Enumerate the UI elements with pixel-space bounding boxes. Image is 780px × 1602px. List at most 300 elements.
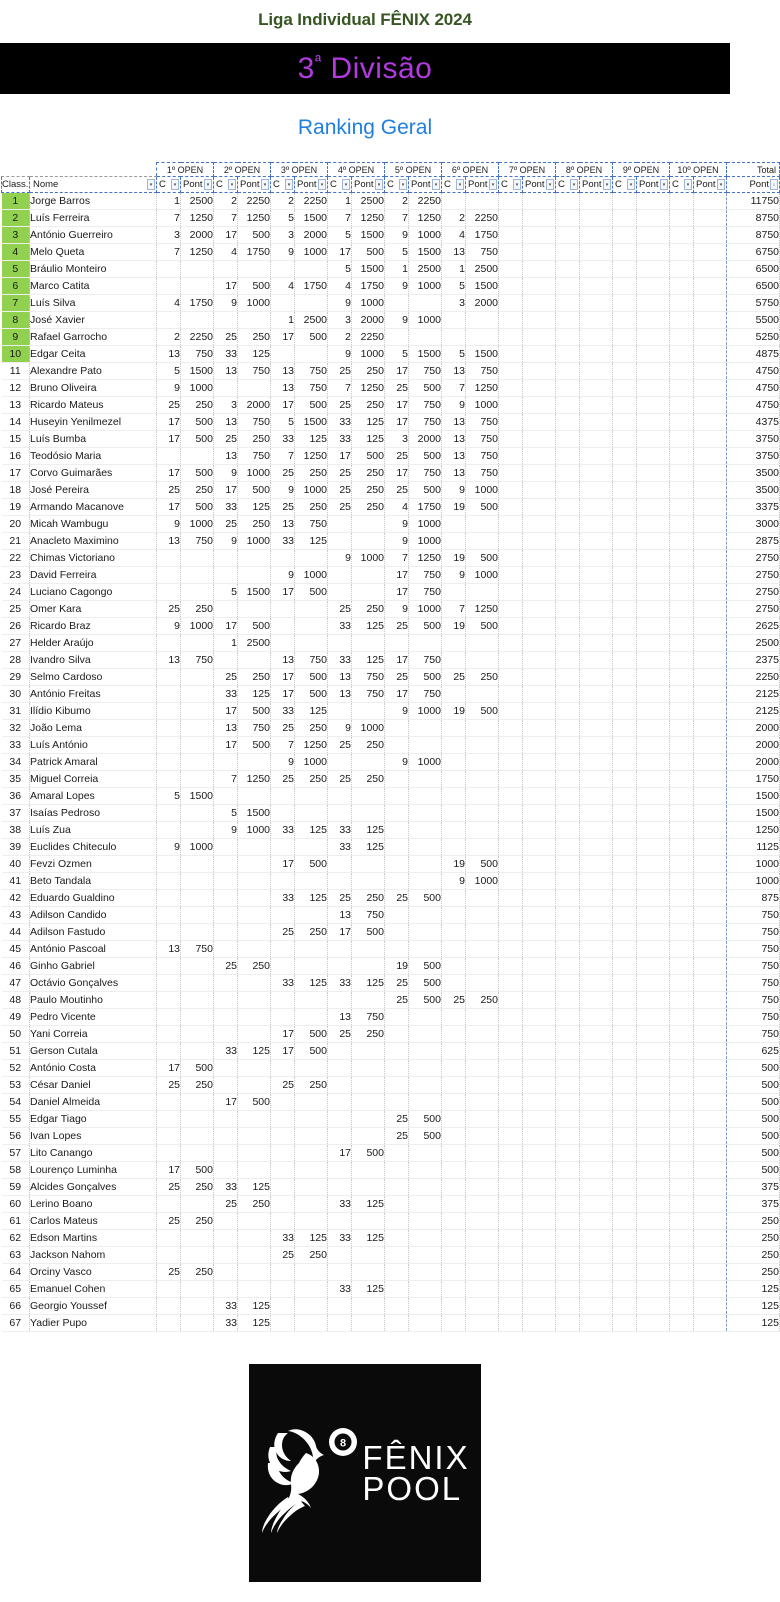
header-open7-pos[interactable] [499,177,523,193]
cell-rank: 15 [2,431,30,448]
cell-open7-pos [499,465,523,482]
cell-open5-pos: 25 [385,669,409,686]
header-open1-pos[interactable] [157,177,181,193]
cell-total-points: 250 [727,1247,780,1264]
cell-open9-pos [613,1043,637,1060]
cell-player-name: Jorge Barros [30,193,157,210]
cell-player-name: Lerino Boano [30,1196,157,1213]
cell-open1-points [181,1196,214,1213]
cell-open2-points: 125 [238,1298,271,1315]
cell-open7-points [523,567,556,584]
cell-open9-pos [613,227,637,244]
cell-open3-pos: 9 [271,482,295,499]
cell-open6-points: 250 [466,992,499,1009]
cell-open1-pos: 25 [157,1264,181,1281]
cell-open7-points [523,380,556,397]
cell-open9-pos [613,856,637,873]
cell-open2-points [238,261,271,278]
cell-total-points: 2875 [727,533,780,550]
header-open7-points-filter-button[interactable]: ▾ [546,179,554,190]
cell-open4-pos: 5 [328,261,352,278]
cell-open10-points [694,380,727,397]
cell-open5-points [409,1264,442,1281]
cell-open9-points [637,618,670,635]
header-open7-points[interactable] [523,177,556,193]
header-open1-points-label: Pont [183,178,203,190]
cell-open5-points: 750 [409,414,442,431]
cell-open10-points [694,992,727,1009]
cell-open2-pos [214,1230,238,1247]
header-open8-pos[interactable] [556,177,580,193]
cell-open10-pos [670,329,694,346]
cell-open9-points [637,533,670,550]
cell-open3-pos: 25 [271,771,295,788]
cell-open1-pos: 2 [157,329,181,346]
cell-open9-pos [613,890,637,907]
cell-open5-pos [385,805,409,822]
header-open5-points-label: Pont [411,178,431,190]
table-row [2,567,780,584]
header-open9-pos-filter-button[interactable]: ▾ [627,179,635,190]
cell-open8-points [580,975,613,992]
table-row [2,686,780,703]
cell-open2-pos [214,1009,238,1026]
ranking-title: Ranking Geral [297,116,433,139]
cell-open9-pos [613,295,637,312]
cell-open3-points: 1000 [295,244,328,261]
cell-open3-pos: 3 [271,227,295,244]
cell-open8-pos [556,873,580,890]
cell-total-points: 6750 [727,244,780,261]
table-row [2,1247,780,1264]
cell-open5-points [409,1026,442,1043]
header-open5-pos[interactable] [385,177,409,193]
cell-open10-points [694,771,727,788]
cell-open10-points [694,414,727,431]
cell-rank: 58 [2,1162,30,1179]
cell-player-name: Luís Bumba [30,431,157,448]
header-open6-pos-filter-button[interactable]: ▾ [456,179,464,190]
cell-open6-points [466,1196,499,1213]
cell-open8-pos [556,856,580,873]
cell-open2-pos [214,924,238,941]
cell-open3-points: 1500 [295,414,328,431]
cell-open6-points: 500 [466,550,499,567]
header-open8-points-filter-button[interactable]: ▾ [603,179,611,190]
cell-open8-pos [556,771,580,788]
header-open5-points-filter-button[interactable]: ▾ [432,179,440,190]
cell-open4-points [352,1128,385,1145]
cell-open7-points [523,465,556,482]
cell-open3-pos [271,805,295,822]
cell-open1-points [181,975,214,992]
header-open2-points-filter-button[interactable]: ▾ [261,179,269,190]
cell-open7-pos [499,312,523,329]
header-open3-pos-filter-button[interactable]: ▾ [285,179,293,190]
cell-open9-pos [613,1162,637,1179]
header-open2-pos[interactable] [214,177,238,193]
cell-open7-pos [499,856,523,873]
cell-open5-points: 1000 [409,227,442,244]
cell-open10-pos [670,839,694,856]
header-open10-pos-filter-button[interactable]: ▾ [684,179,692,190]
cell-open4-pos [328,1111,352,1128]
cell-open5-points [409,907,442,924]
cell-open9-pos [613,261,637,278]
cell-rank: 52 [2,1060,30,1077]
cell-total-points: 750 [727,958,780,975]
cell-open4-points: 250 [352,737,385,754]
header-open4-points[interactable] [352,177,385,193]
cell-open9-points [637,941,670,958]
cell-open10-pos [670,652,694,669]
cell-player-name: Helder Araújo [30,635,157,652]
cell-open6-pos: 9 [442,567,466,584]
cell-open8-points [580,1043,613,1060]
cell-open8-points [580,1213,613,1230]
cell-open3-points [295,346,328,363]
cell-open5-points [409,1315,442,1332]
cell-open1-pos [157,584,181,601]
cell-open4-pos: 33 [328,975,352,992]
cell-open6-points [466,754,499,771]
cell-open7-points [523,788,556,805]
cell-open5-pos [385,1196,409,1213]
cell-rank: 60 [2,1196,30,1213]
cell-open4-points: 250 [352,890,385,907]
cell-player-name: João Lema [30,720,157,737]
cell-open2-points: 1000 [238,533,271,550]
cell-open8-points [580,227,613,244]
table-row [2,601,780,618]
cell-open5-points [409,1094,442,1111]
cell-open4-points [352,703,385,720]
cell-open4-points: 125 [352,652,385,669]
cell-open7-pos [499,1026,523,1043]
cell-open7-pos [499,1281,523,1298]
cell-open7-pos [499,1043,523,1060]
cell-open9-pos [613,652,637,669]
cell-open1-points [181,635,214,652]
header-open6-points-filter-button[interactable]: ▾ [489,179,497,190]
cell-open10-points [694,686,727,703]
cell-open8-points [580,856,613,873]
cell-open10-pos [670,210,694,227]
cell-open7-points [523,584,556,601]
cell-open4-pos [328,567,352,584]
cell-open3-points [295,1264,328,1281]
cell-open8-pos [556,618,580,635]
header-open7-pos-filter-button[interactable]: ▾ [513,179,521,190]
cell-open7-points [523,193,556,210]
cell-open2-pos [214,754,238,771]
cell-player-name: Huseyin Yenilmezel [30,414,157,431]
cell-open5-pos: 7 [385,550,409,567]
header-open5-points[interactable] [409,177,442,193]
cell-open8-pos [556,924,580,941]
cell-total-points: 125 [727,1281,780,1298]
cell-open2-points: 1500 [238,805,271,822]
cell-open1-pos: 13 [157,533,181,550]
cell-player-name: Miguel Correia [30,771,157,788]
cell-open3-pos [271,550,295,567]
cell-open6-points [466,771,499,788]
group-header-open-2: 2º OPEN [214,163,271,177]
cell-open9-points [637,856,670,873]
group-header-open-1: 1º OPEN [157,163,214,177]
cell-open5-pos: 5 [385,346,409,363]
table-row [2,1298,780,1315]
cell-player-name: José Pereira [30,482,157,499]
cell-open7-points [523,669,556,686]
header-open8-pos-filter-button[interactable]: ▾ [570,179,578,190]
cell-open4-points [352,533,385,550]
cell-total-points: 2000 [727,754,780,771]
cell-total-points: 5250 [727,329,780,346]
cell-open9-points [637,414,670,431]
cell-open8-points [580,1162,613,1179]
cell-open8-points [580,193,613,210]
table-row [2,312,780,329]
header-open1-pos-filter-button[interactable]: ▾ [171,179,179,190]
header-nome[interactable] [30,177,157,193]
header-open5-pos-filter-button[interactable]: ▾ [399,179,407,190]
cell-open5-points [409,805,442,822]
cell-open10-points [694,1043,727,1060]
cell-open8-pos [556,431,580,448]
cell-rank: 46 [2,958,30,975]
cell-open9-points [637,924,670,941]
header-open2-pos-filter-button[interactable]: ▾ [228,179,236,190]
header-total-points-filter-button[interactable]: ↓ [770,179,778,190]
cell-open4-points: 1000 [352,720,385,737]
cell-open5-points: 1750 [409,499,442,516]
cell-open6-pos [442,533,466,550]
cell-open5-pos [385,771,409,788]
cell-open6-points [466,1230,499,1247]
cell-total-points: 2750 [727,584,780,601]
cell-open6-pos [442,958,466,975]
cell-open1-pos: 7 [157,244,181,261]
cell-rank: 54 [2,1094,30,1111]
cell-total-points: 500 [727,1094,780,1111]
cell-open7-pos [499,992,523,1009]
cell-open5-points: 750 [409,567,442,584]
cell-open2-points: 1250 [238,771,271,788]
cell-rank: 13 [2,397,30,414]
cell-rank: 30 [2,686,30,703]
cell-open3-points [295,839,328,856]
cell-open8-pos [556,958,580,975]
table-row [2,193,780,210]
cell-open2-points [238,550,271,567]
header-open8-points[interactable] [580,177,613,193]
header-open1-points[interactable] [181,177,214,193]
cell-open4-pos [328,754,352,771]
cell-open2-pos [214,788,238,805]
cell-open10-pos [670,295,694,312]
cell-open9-points [637,1179,670,1196]
cell-open5-points [409,1043,442,1060]
cell-open9-points [637,805,670,822]
cell-open3-points: 2000 [295,227,328,244]
cell-open9-points [637,1281,670,1298]
cell-open5-pos: 1 [385,261,409,278]
table-row [2,397,780,414]
header-open1-points-filter-button[interactable]: ▾ [204,179,212,190]
cell-open6-pos [442,822,466,839]
table-row [2,499,780,516]
cell-open8-points [580,346,613,363]
header-open6-pos[interactable] [442,177,466,193]
cell-rank: 11 [2,363,30,380]
cell-open8-points [580,465,613,482]
cell-open1-pos: 25 [157,1213,181,1230]
group-header-open-9: 9º OPEN [613,163,670,177]
cell-open10-pos [670,958,694,975]
cell-open7-pos [499,244,523,261]
cell-open10-pos [670,703,694,720]
cell-open1-points: 1500 [181,788,214,805]
cell-open7-points [523,686,556,703]
cell-open4-points: 125 [352,1281,385,1298]
header-open6-points[interactable] [466,177,499,193]
cell-open3-points: 125 [295,431,328,448]
cell-open7-points [523,397,556,414]
header-open9-pos[interactable] [613,177,637,193]
header-open10-points-filter-button[interactable]: ▾ [717,179,725,190]
cell-open8-pos [556,312,580,329]
cell-open8-pos [556,329,580,346]
header-open3-points-filter-button[interactable]: ▾ [318,179,326,190]
cell-player-name: Armando Macanove [30,499,157,516]
header-open4-pos[interactable] [328,177,352,193]
cell-open9-pos [613,1315,637,1332]
cell-open8-points [580,295,613,312]
header-open10-points[interactable] [694,177,727,193]
table-row [2,1094,780,1111]
cell-open10-pos [670,737,694,754]
cell-open9-points [637,312,670,329]
cell-open10-pos [670,686,694,703]
cell-open9-pos [613,601,637,618]
header-open4-points-filter-button[interactable]: ▾ [375,179,383,190]
cell-open5-points [409,1179,442,1196]
cell-open8-points [580,397,613,414]
cell-total-points: 500 [727,1145,780,1162]
cell-open2-pos: 7 [214,210,238,227]
cell-open3-points: 1500 [295,210,328,227]
header-open9-points-filter-button[interactable]: ▾ [660,179,668,190]
cell-open2-points: 250 [238,329,271,346]
cell-open6-points: 750 [466,431,499,448]
cell-open6-pos: 13 [442,465,466,482]
cell-open4-points: 1500 [352,261,385,278]
cell-open8-pos [556,244,580,261]
cell-open9-points [637,448,670,465]
header-total-points[interactable] [727,177,780,193]
cell-open4-points: 125 [352,822,385,839]
cell-total-points: 375 [727,1179,780,1196]
cell-open2-points [238,788,271,805]
cell-open10-points [694,1077,727,1094]
cell-open8-pos [556,397,580,414]
cell-open3-points: 1250 [295,737,328,754]
header-open10-pos[interactable] [670,177,694,193]
cell-open3-pos [271,1145,295,1162]
cell-open2-pos [214,856,238,873]
table-row [2,1281,780,1298]
group-header-total: Total [727,163,780,177]
cell-open4-points: 2250 [352,329,385,346]
cell-open4-points [352,941,385,958]
cell-open4-pos: 25 [328,482,352,499]
cell-open2-pos [214,652,238,669]
cell-open6-pos [442,1077,466,1094]
cell-open8-pos [556,941,580,958]
cell-open8-pos [556,550,580,567]
cell-open4-points: 250 [352,363,385,380]
cell-open8-points [580,601,613,618]
cell-open1-points [181,873,214,890]
cell-open7-pos [499,601,523,618]
cell-open7-points [523,941,556,958]
header-class[interactable] [2,177,30,193]
header-open4-pos-filter-button[interactable]: ▾ [342,179,350,190]
header-open5-pos-label: C [387,178,394,190]
cell-open9-points [637,907,670,924]
cell-open5-pos [385,1026,409,1043]
cell-open1-pos: 9 [157,516,181,533]
table-row [2,363,780,380]
cell-open6-pos [442,1298,466,1315]
cell-open2-points [238,380,271,397]
header-open7-pos-label: C [501,178,508,190]
cell-open1-pos [157,856,181,873]
cell-open5-points: 500 [409,975,442,992]
cell-open2-pos [214,907,238,924]
header-open2-points[interactable] [238,177,271,193]
cell-open8-points [580,380,613,397]
cell-open1-pos: 17 [157,431,181,448]
cell-open1-pos [157,567,181,584]
cell-open4-pos [328,788,352,805]
header-open9-points[interactable] [637,177,670,193]
ranking-table-container [0,162,779,1332]
cell-open8-pos [556,1298,580,1315]
logo-line-2: POOL [362,1470,463,1507]
cell-open1-points [181,703,214,720]
cell-open5-points: 500 [409,380,442,397]
cell-open1-pos [157,873,181,890]
header-nome-filter-button[interactable]: ▾ [147,179,155,190]
cell-open6-points: 1750 [466,227,499,244]
cell-open3-points [295,1298,328,1315]
cell-open10-pos [670,193,694,210]
cell-open3-pos [271,839,295,856]
cell-open5-pos [385,873,409,890]
header-open3-points[interactable] [295,177,328,193]
cell-open2-points: 750 [238,720,271,737]
cell-player-name: Jackson Nahom [30,1247,157,1264]
header-open3-pos[interactable] [271,177,295,193]
cell-open1-points: 250 [181,482,214,499]
cell-open10-pos [670,1179,694,1196]
cell-open4-pos: 25 [328,890,352,907]
cell-open4-points: 500 [352,244,385,261]
cell-open4-pos [328,703,352,720]
cell-open4-pos [328,1298,352,1315]
